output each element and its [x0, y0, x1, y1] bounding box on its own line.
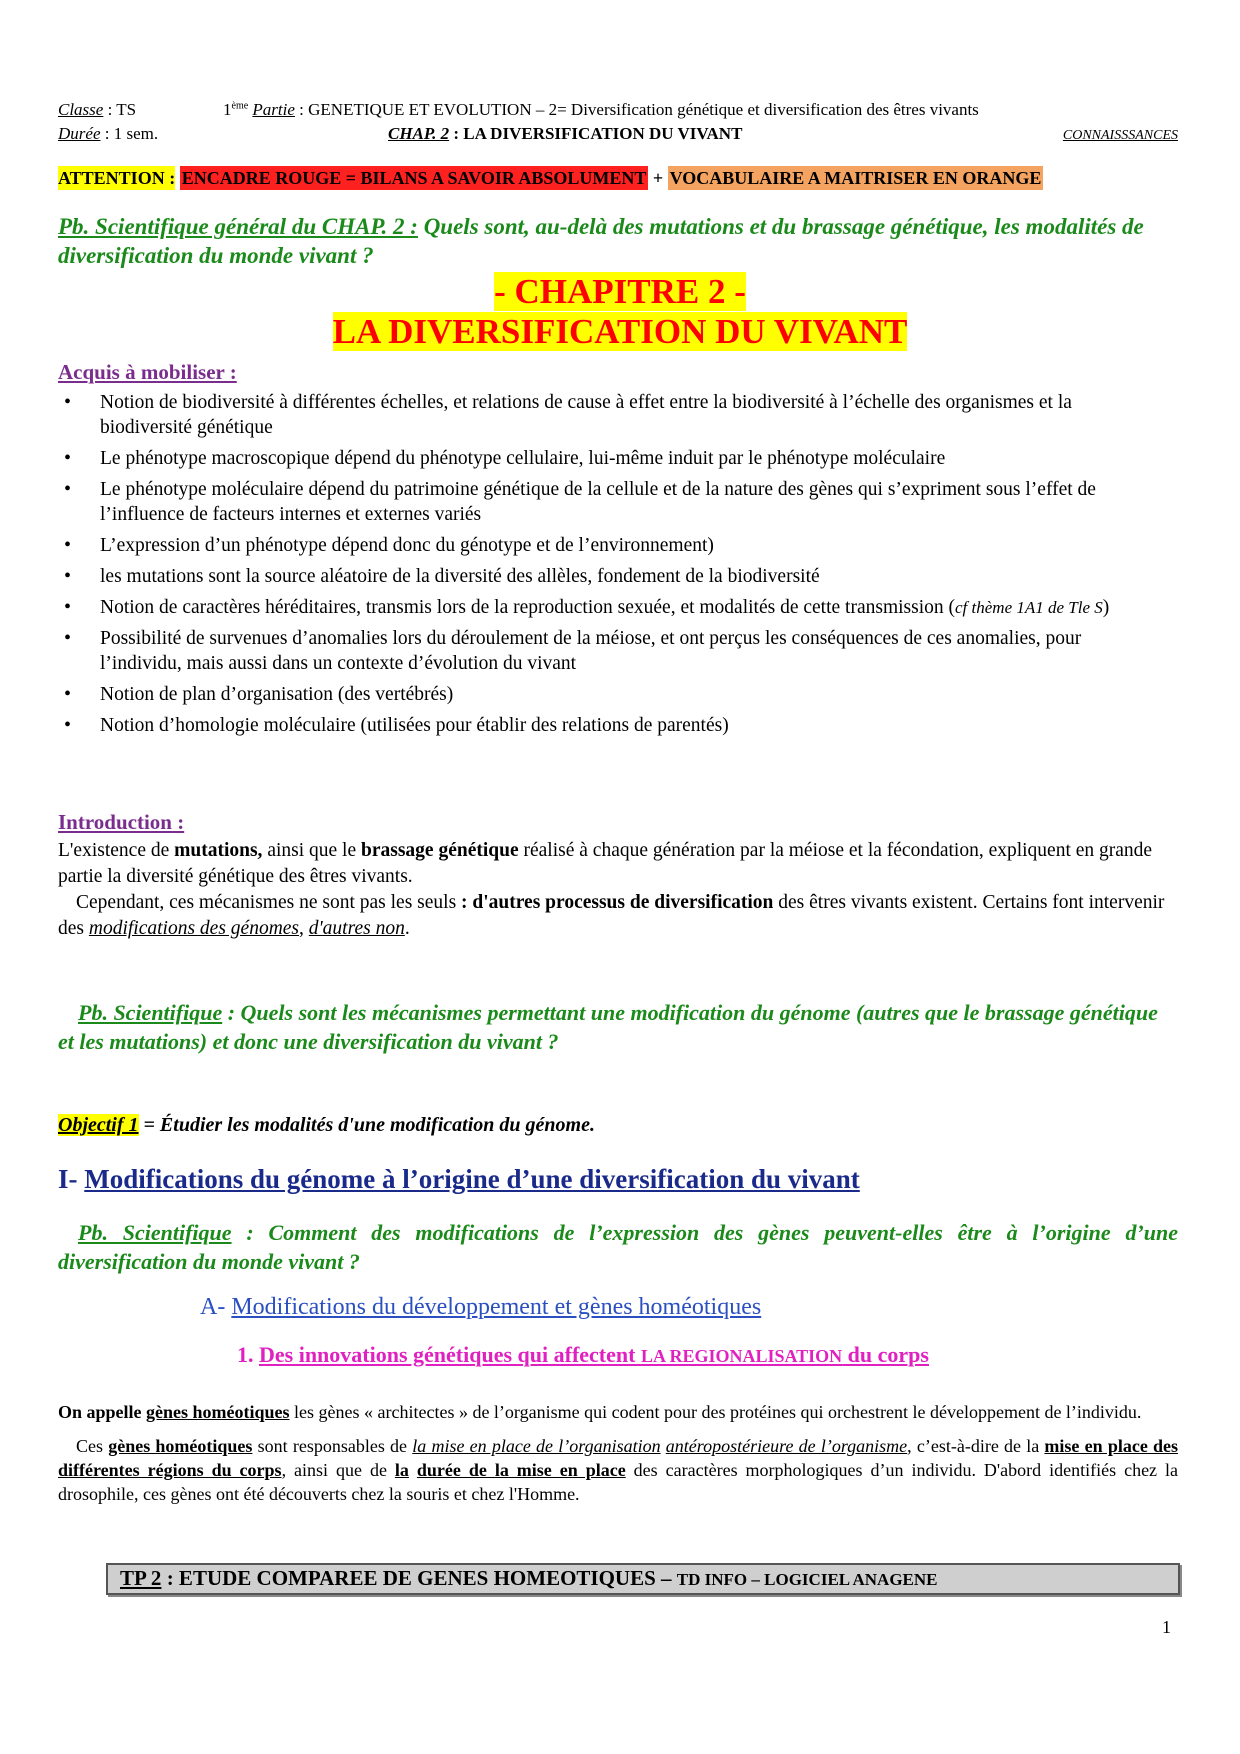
pb-general-label: Pb. Scientifique général du CHAP. 2 : [58, 214, 418, 239]
text: sont responsables de [252, 1436, 413, 1456]
text: , [299, 918, 309, 939]
intro-p2 [58, 890, 1178, 942]
text: LA REGIONALISATION [640, 1346, 843, 1366]
list-item: • Possibilité de survenues d’anomalies lors du déroulement de la méiose, et ont perçus les conséquences de ces anomalies, pour l’individu, mais aussi dans un contexte d’évolution du vivant [58, 626, 1118, 676]
classe-line [58, 100, 136, 120]
homeotic-body [58, 1400, 1178, 1516]
chapter-line1: - CHAPITRE 2 - [494, 272, 746, 311]
pb3-label: Pb. Scientifique [78, 1220, 232, 1245]
text: des caractères morphologiques d’un individu. D'abord identifiés chez la drosophile, ces gènes ont été découverts chez la souris et chez l'Homme. [58, 1460, 1179, 1504]
attention-banner [58, 168, 1043, 189]
objectif-text: = Étudier les modalités d'une modification du génome. [138, 1114, 595, 1136]
homeotic-p2 [58, 1434, 1178, 1506]
list-item: • Notion de biodiversité à différentes échelles, et relations de cause à effet entre la biodiversité à l’échelle des organismes et la biodiversité génétique [58, 390, 1118, 440]
duree-label: Durée [58, 124, 101, 143]
term-autres: d'autres non [308, 918, 405, 939]
page-number: 1 [1162, 1617, 1171, 1637]
pb2-label: Pb. Scientifique [78, 1000, 223, 1025]
term-genes-homeotiques: gènes homéotiques [146, 1402, 290, 1422]
text [409, 1460, 417, 1480]
tp-box [106, 1563, 1180, 1595]
text: la [394, 1460, 409, 1480]
list-item: • Notion d’homologie moléculaire (utilisées pour établir des relations de parentés) [58, 713, 1118, 738]
text: , ainsi que de [281, 1460, 395, 1480]
partie-text: : GENETIQUE ET EVOLUTION – 2= Diversification génétique et diversification des êtres vivants [294, 100, 979, 119]
text: du corps [842, 1342, 929, 1367]
text: antéropostérieure de l’organisme [665, 1436, 908, 1456]
list-item: • Notion de plan d’organisation (des vertébrés) [58, 682, 1118, 707]
text: Des innovations génétiques qui affectent [259, 1342, 641, 1367]
text: . [404, 918, 410, 939]
pb-general [58, 212, 1178, 270]
text: ainsi que le [262, 840, 361, 861]
duree-value: : 1 sem. [100, 124, 159, 143]
attention-red: ENCADRE ROUGE = BILANS A SAVOIR ABSOLUMENT [181, 168, 647, 188]
text: réalisé à chaque génération par la méiose et la fécondation, expliquent en grande partie la diversité génétique des êtres vivants. [58, 840, 1153, 887]
partie-line [223, 100, 979, 120]
text: On appelle [58, 1402, 147, 1422]
section-1-title: Modifications du génome à l’origine d’une diversification du vivant [84, 1164, 860, 1194]
section-1-num: I- [58, 1164, 85, 1194]
list-item: • les mutations sont la source aléatoire de la diversité des allèles, fondement de la biodiversité [58, 564, 1118, 589]
section-a-heading [200, 1294, 761, 1321]
objectif-label: Objectif 1 [58, 1114, 139, 1136]
list-item [58, 595, 1118, 620]
attention-plus: + [652, 168, 664, 188]
pb-scientifique-2 [58, 998, 1178, 1056]
chap-label: CHAP. 2 [388, 124, 450, 143]
acquis-title: Acquis à mobiliser : [58, 360, 237, 384]
partie-sup: ème [231, 100, 249, 112]
tp-small: TD INFO – LOGICIEL ANAGENE [676, 1570, 938, 1589]
chap-line [388, 124, 742, 144]
duree-line [58, 124, 158, 144]
term-genes-homeotiques-2: gènes homéotiques [108, 1436, 253, 1456]
section-a-num: A- [200, 1294, 232, 1320]
list-item-text: Notion de caractères héréditaires, transmis lors de la reproduction sexuée, et modalités de cette transmission ( [100, 597, 955, 618]
text: les gènes « architectes » de l’organisme qui codent pour des protéines qui orchestrent le développement de l’individu. [289, 1402, 1142, 1422]
list-item: • L’expression d’un phénotype dépend donc du génotype et de l’environnement) [58, 533, 1118, 558]
partie-label: Partie [252, 100, 295, 119]
term-brassage: brassage génétique [361, 840, 519, 861]
chapter-line2: LA DIVERSIFICATION DU VIVANT [332, 312, 908, 351]
text: durée de la mise en place [416, 1460, 626, 1480]
section-1-heading [58, 1164, 860, 1195]
partie-num: 1 [223, 100, 232, 119]
tp-label: TP 2 [120, 1566, 162, 1590]
pb3-text: : Comment des modifications de l’expression des gènes peuvent-elles être à l’origine d’une diversification du monde vivant ? [58, 1220, 1179, 1274]
term-processus: : d'autres processus de diversification [461, 892, 774, 913]
section-1a-num: 1. [237, 1342, 259, 1367]
list-item-italic: cf thème 1A1 de Tle S [955, 598, 1103, 617]
objectif-1 [58, 1114, 595, 1137]
pb-general-text: Quels sont, au-delà des mutations et du brassage génétique, les modalités de diversification du monde vivant ? [58, 214, 1144, 268]
text: L'existence de [58, 840, 175, 861]
acquis-list [58, 390, 1118, 744]
text: Ces [76, 1436, 109, 1456]
classe-label: Classe [58, 100, 104, 119]
pb2-text: : Quels sont les mécanismes permettant une modification du génome (autres que le brassage génétique et les mutations) et donc une diversification du vivant ? [58, 1000, 1158, 1054]
attention-label: ATTENTION : [58, 168, 176, 188]
text: Cependant, ces mécanismes ne sont pas les seuls [76, 892, 462, 913]
list-item-end: ) [1102, 597, 1110, 618]
tp-text: : ETUDE COMPAREE DE GENES HOMEOTIQUES – [161, 1566, 677, 1590]
section-1a-heading [237, 1342, 929, 1368]
term-mutations: mutations, [174, 840, 263, 861]
list-item: • Le phénotype moléculaire dépend du patrimoine génétique de la cellule et de la nature des gènes qui s’expriment sous l’effet de l’influence de facteurs internes et externes variés [58, 477, 1118, 527]
text: , c’est-à-dire de la [907, 1436, 1045, 1456]
intro-title: Introduction : [58, 810, 185, 834]
homeotic-p1 [58, 1400, 1178, 1424]
text: mise en place des différentes régions du corps [58, 1436, 1179, 1480]
intro-body [58, 838, 1178, 942]
classe-value: : TS [103, 100, 137, 119]
list-item: • Le phénotype macroscopique dépend du phénotype cellulaire, lui-même induit par le phénotype moléculaire [58, 446, 1118, 471]
term-modifications: modifications des génomes [88, 918, 300, 939]
intro-p1 [58, 838, 1178, 890]
text: des êtres vivants existent. Certains font intervenir des [58, 892, 1165, 939]
doc-type: CONNAISSSANCES [1062, 128, 1178, 143]
page-header [58, 100, 1178, 142]
attention-orange: VOCABULAIRE A MAITRISER EN ORANGE [669, 168, 1042, 188]
section-1a-title [259, 1342, 929, 1367]
pb-scientifique-3 [58, 1218, 1178, 1276]
chap-text: : LA DIVERSIFICATION DU VIVANT [449, 124, 743, 143]
section-a-title: Modifications du développement et gènes homéotiques [231, 1294, 762, 1320]
chapter-title [0, 272, 1240, 352]
text: la mise en place de l’organisation [412, 1436, 661, 1456]
